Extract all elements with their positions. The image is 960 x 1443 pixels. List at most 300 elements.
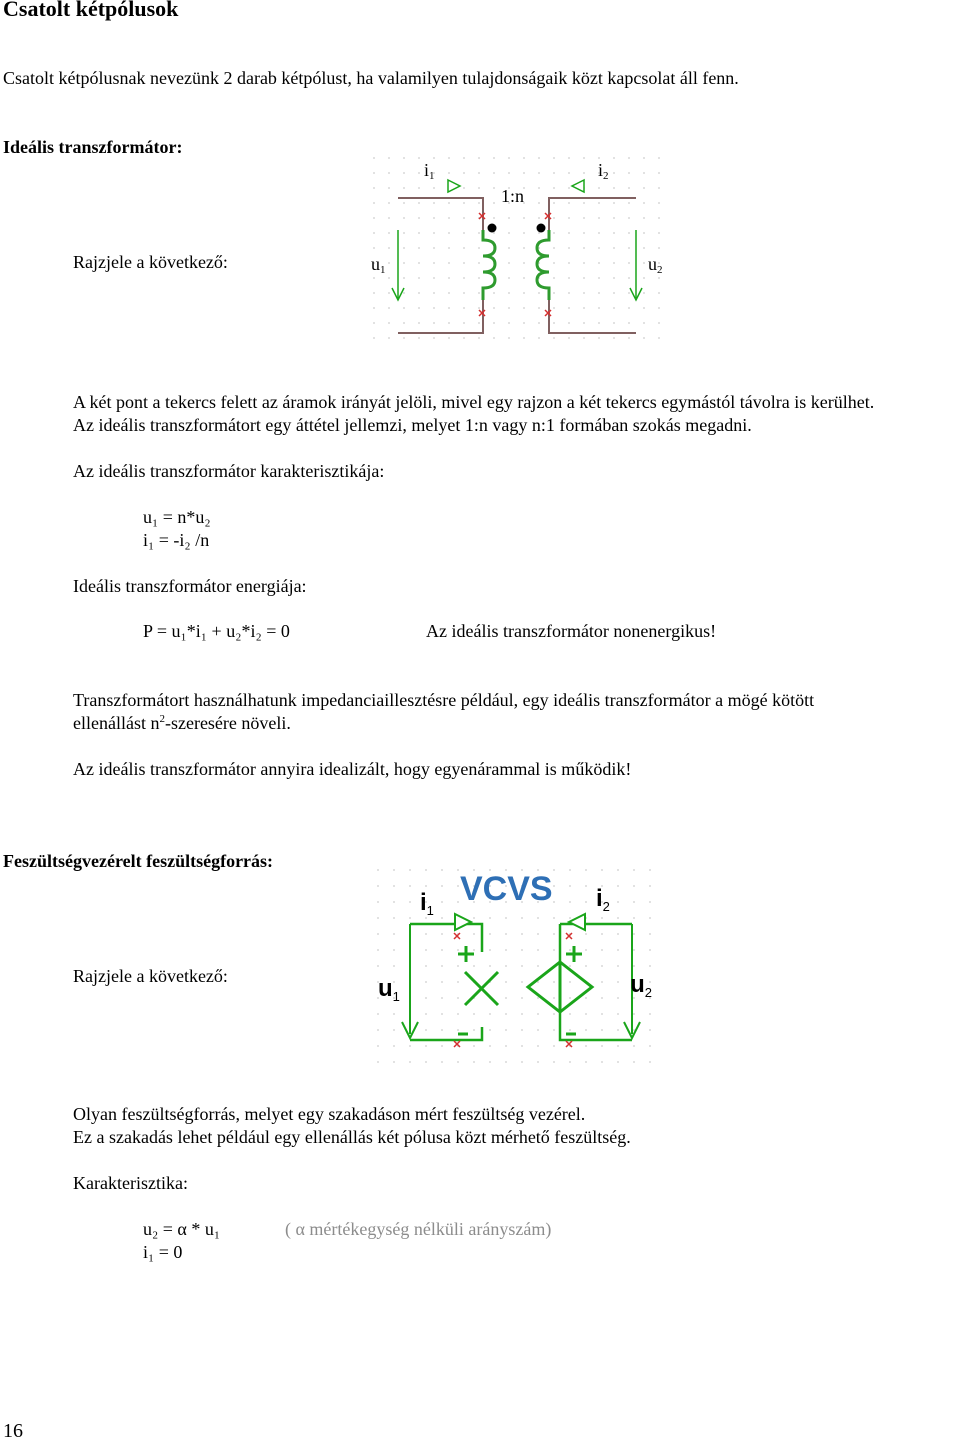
grid-dot [478,277,480,279]
grid-dot [628,202,630,204]
grid-dot [601,1029,603,1031]
grid-dot [463,157,465,159]
vcvs-desc-2: Ez a szakadás lehet például egy ellenállás két pólusa közt mérhető feszültség. [73,1127,631,1147]
grid-dot [617,933,619,935]
page-number: 16 [3,1420,23,1442]
grid-dot [601,933,603,935]
grid-dot [585,933,587,935]
grid-dot [598,262,600,264]
grid-dot [568,322,570,324]
grid-dot [425,1013,427,1015]
grid-dot [617,997,619,999]
grid-dot [633,885,635,887]
grid-dot [403,262,405,264]
grid-dot [373,157,375,159]
grid-dot [373,187,375,189]
grid-dot [478,187,480,189]
grid-dot [658,307,660,309]
grid-dot [521,997,523,999]
vcvs-title: VCVS [460,870,553,908]
grid-dot [433,247,435,249]
intro-text: Csatolt kétpólusnak nevezünk 2 darab kétpólust, ha valamilyen tulajdonságaik közt kapcsolat áll fenn. [3,68,739,88]
grid-dot [633,917,635,919]
grid-dot [457,885,459,887]
grid-dot [418,232,420,234]
vcvs-symbol-label: Rajzjele a következő: [73,966,228,986]
grid-dot [658,247,660,249]
grid-dot [457,869,459,871]
grid-dot [377,885,379,887]
grid-dot [425,1029,427,1031]
grid-dot [598,157,600,159]
grid-dot [553,277,555,279]
grid-dot [448,247,450,249]
grid-dot [393,1013,395,1015]
grid-dot [538,187,540,189]
grid-dot [583,277,585,279]
grid-dot [377,1013,379,1015]
grid-dot [585,1045,587,1047]
grid-dot [409,901,411,903]
grid-dot [489,965,491,967]
grid-dot [617,981,619,983]
grid-dot [553,869,555,871]
label-i1: $i_1$ [420,889,434,918]
grid-dot [538,307,540,309]
grid-dot [478,337,480,339]
grid-dot [569,1013,571,1015]
grid-dot [585,949,587,951]
label-ratio: 1:n [501,186,525,206]
grid-dot [537,933,539,935]
grid-dot [585,997,587,999]
grid-dot [613,187,615,189]
grid-dot [583,247,585,249]
grid-dot [583,307,585,309]
grid-dot [649,869,651,871]
grid-dot [628,172,630,174]
grid-dot [613,337,615,339]
grid-dot [463,322,465,324]
grid-dot [489,933,491,935]
grid-dot [521,1013,523,1015]
impedance-text-1: Transzformátort használhatunk impedanciaillesztésre például, egy ideális transzformátor a mögé kötött [73,690,815,710]
grid-dot [463,187,465,189]
grid-dot [568,262,570,264]
grid-dot [441,981,443,983]
grid-dot [643,247,645,249]
grid-dot [583,202,585,204]
grid-dot [598,232,600,234]
grid-dot [433,307,435,309]
grid-dot [643,307,645,309]
label-u1: $u_1$ [378,975,400,1004]
grid-dot [418,187,420,189]
grid-dot [473,1029,475,1031]
grid-dot [598,307,600,309]
grid-dot [433,322,435,324]
grid-dot [388,337,390,339]
grid-dot [409,885,411,887]
grid-dot [433,232,435,234]
grid-dot [463,172,465,174]
grid-dot [393,1029,395,1031]
grid-dot [585,1013,587,1015]
grid-dot [505,981,507,983]
grid-dot [613,202,615,204]
grid-dot [433,202,435,204]
grid-dot [613,277,615,279]
grid-dot [448,172,450,174]
grid-dot [569,901,571,903]
grid-dot [538,172,540,174]
grid-dot [613,232,615,234]
grid-dot [505,1029,507,1031]
grid-dot [433,217,435,219]
grid-dot [613,262,615,264]
grid-dot [649,933,651,935]
grid-dot [568,157,570,159]
grid-dot [569,981,571,983]
grid-dot [649,917,651,919]
grid-dot [508,262,510,264]
grid-dot [409,869,411,871]
transformer-diagram [366,150,666,345]
grid-dot [553,172,555,174]
page-title: Csatolt kétpólusok [3,0,179,21]
grid-dot [489,949,491,951]
grid-dot [601,1061,603,1063]
grid-dot [441,933,443,935]
grid-dot [489,1061,491,1063]
grid-dot [393,933,395,935]
grid-dot [569,997,571,999]
label-i1: i1 [424,160,435,182]
grid-dot [569,949,571,951]
grid-dot [598,247,600,249]
grid-dot [448,337,450,339]
grid-dot [473,949,475,951]
grid-dot [448,232,450,234]
grid-dot [505,1045,507,1047]
grid-dot [505,1013,507,1015]
grid-dot [393,965,395,967]
grid-dot [583,292,585,294]
energy-note: Az ideális transzformátor nonenergikus! [426,621,717,641]
polarity-marks [458,946,582,1034]
grid-dot [508,172,510,174]
grid-dot [613,247,615,249]
grid-dot [505,949,507,951]
grid-dot [613,157,615,159]
label-u2: $u_2$ [630,971,652,1000]
grid-dot [373,277,375,279]
grid-dot [523,322,525,324]
grid-dot [473,1013,475,1015]
grid-dot [425,1045,427,1047]
grid-dot [478,232,480,234]
grid-dot [628,307,630,309]
grid-dot [568,217,570,219]
grid-dot [457,949,459,951]
grid-dot [403,172,405,174]
grid-dot [493,157,495,159]
grid-dot [553,247,555,249]
grid-dot [658,337,660,339]
grid-dot [521,917,523,919]
grid-dot [649,1061,651,1063]
grid-dot [425,933,427,935]
grid-dot [508,322,510,324]
grid-dot [643,337,645,339]
grid-dot [569,1061,571,1063]
coil-dot-left [488,224,497,233]
grid-dot [489,1045,491,1047]
coil-dot-right [537,224,546,233]
transformer-desc-1: A két pont a tekercs felett az áramok irányát jelöli, mivel egy rajzon a két tekercs egymástól távolra is kerülhet. [73,392,875,412]
grid-dot [617,1061,619,1063]
grid-dot [553,1029,555,1031]
grid-dot [433,277,435,279]
energy-heading: Ideális transzformátor energiája: [73,576,307,596]
grid-dot [613,292,615,294]
grid-dot [553,187,555,189]
grid-dot [505,997,507,999]
grid-dot [377,965,379,967]
grid-dot [521,965,523,967]
grid-dot [493,307,495,309]
grid-dot [478,292,480,294]
grid-dot [585,885,587,887]
grid-dot [537,949,539,951]
grid-dot [493,202,495,204]
grid-dot [523,262,525,264]
grid-dot [441,1029,443,1031]
grid-dot [418,337,420,339]
grid-dot [463,337,465,339]
grid-dot [403,322,405,324]
grid-dot [553,262,555,264]
grid-dot [537,917,539,919]
grid-dot [508,307,510,309]
grid-dot [598,292,600,294]
grid-dot [628,217,630,219]
grid-dot [537,1013,539,1015]
grid-dot [643,277,645,279]
grid-dot [448,322,450,324]
grid-dots [373,157,660,339]
grid-dot [649,901,651,903]
grid-dot [521,1045,523,1047]
grid-dot [583,232,585,234]
grid-dot [463,307,465,309]
grid-dot [441,1045,443,1047]
grid-dot [448,307,450,309]
grid-dot [538,202,540,204]
grid-dot [373,337,375,339]
grid-dot [583,262,585,264]
grid-dot [377,869,379,871]
grid-dot [508,337,510,339]
grid-dot [585,869,587,871]
grid-dot [457,1029,459,1031]
grid-dot [617,1029,619,1031]
grid-dot [457,901,459,903]
grid-dot [433,337,435,339]
grid-dot [617,949,619,951]
grid-dot [628,247,630,249]
grid-dot [658,157,660,159]
label-i2: $i_2$ [596,885,610,914]
grid-dot [598,202,600,204]
grid-dot [658,202,660,204]
label-u2: u2 [648,254,663,276]
grid-dot [598,187,600,189]
grid-dot [441,1013,443,1015]
grid-dot [388,307,390,309]
grid-dot [523,247,525,249]
grid-dot [553,217,555,219]
grid-dot [643,232,645,234]
grid-dot [523,157,525,159]
grid-dot [388,157,390,159]
grid-dot [393,869,395,871]
grid-dot [457,997,459,999]
transformer-heading: Ideális transzformátor: [3,137,183,157]
grid-dot [489,917,491,919]
grid-dot [377,901,379,903]
grid-dot [538,217,540,219]
grid-dot [523,307,525,309]
grid-dot [388,292,390,294]
grid-dot [418,307,420,309]
grid-dot [553,949,555,951]
grid-dot [649,965,651,967]
grid-dot [523,337,525,339]
grid-dot [473,1061,475,1063]
grid-dot [478,202,480,204]
grid-dot [441,901,443,903]
grid-dot [601,917,603,919]
grid-dot [633,1013,635,1015]
grid-dot [425,965,427,967]
grid-dot [598,322,600,324]
grid-dot [418,202,420,204]
grid-dot [433,157,435,159]
grid-dot [493,292,495,294]
grid-dot [403,247,405,249]
grid-dot [377,949,379,951]
vcvs-eq-current: i₁ = 0 [143,1242,183,1262]
grid-dot [523,217,525,219]
grid-dot [433,262,435,264]
grid-dot [568,307,570,309]
grid-dot [377,1029,379,1031]
grid-dot [425,981,427,983]
grid-dot [553,917,555,919]
grid-dot [613,322,615,324]
grid-dot [373,232,375,234]
grid-dot [613,307,615,309]
grid-dot [403,217,405,219]
grid-dot [553,997,555,999]
grid-dot [553,337,555,339]
grid-dot [583,337,585,339]
grid-dot [409,1061,411,1063]
grid-dot [643,187,645,189]
grid-dot [505,1061,507,1063]
grid-dot [601,869,603,871]
grid-dot [598,217,600,219]
grid-dot [403,232,405,234]
grid-dot [425,949,427,951]
grid-dot [448,277,450,279]
grid-dot [553,933,555,935]
grid-dot [508,157,510,159]
vcvs-control-cross [465,972,498,1005]
grid-dot [373,322,375,324]
grid-dot [441,885,443,887]
grid-dot [418,172,420,174]
grid-dot [617,1013,619,1015]
grid-dot [601,997,603,999]
grid-dot [523,277,525,279]
grid-dot [643,262,645,264]
grid-dot [553,981,555,983]
grid-dot [643,202,645,204]
grid-dot [628,292,630,294]
grid-dot [441,949,443,951]
grid-dot [448,202,450,204]
grid-dot [457,965,459,967]
grid-dot [643,157,645,159]
grid-dot [537,997,539,999]
grid-dot [418,217,420,219]
grid-dot [388,232,390,234]
grid-dot [617,917,619,919]
grid-dot [537,1045,539,1047]
grid-dot [569,965,571,967]
grid-dot [457,1013,459,1015]
grid-dot [418,157,420,159]
grid-dot [585,965,587,967]
vcvs-diagram [370,862,665,1072]
grid-dot [649,981,651,983]
grid-dot [478,172,480,174]
grid-dot [463,262,465,264]
grid-dot [388,217,390,219]
grid-dot [377,1061,379,1063]
grid-dot [508,292,510,294]
grid-dot [583,172,585,174]
grid-dot [553,157,555,159]
transformer-eq-voltage: u₁ = n*u₂ [143,507,211,527]
grid-dot [601,1013,603,1015]
grid-dot [508,277,510,279]
grid-dot [388,277,390,279]
transformer-eq-current: i₁ = -i₂ /n [143,530,210,550]
grid-dot [441,917,443,919]
grid-dot [388,247,390,249]
grid-dot [537,1061,539,1063]
grid-dot [649,1029,651,1031]
grid-dot [393,981,395,983]
grid-dot [568,292,570,294]
grid-dot [393,949,395,951]
grid-dot [463,202,465,204]
grid-dot [418,292,420,294]
grid-dot [633,933,635,935]
